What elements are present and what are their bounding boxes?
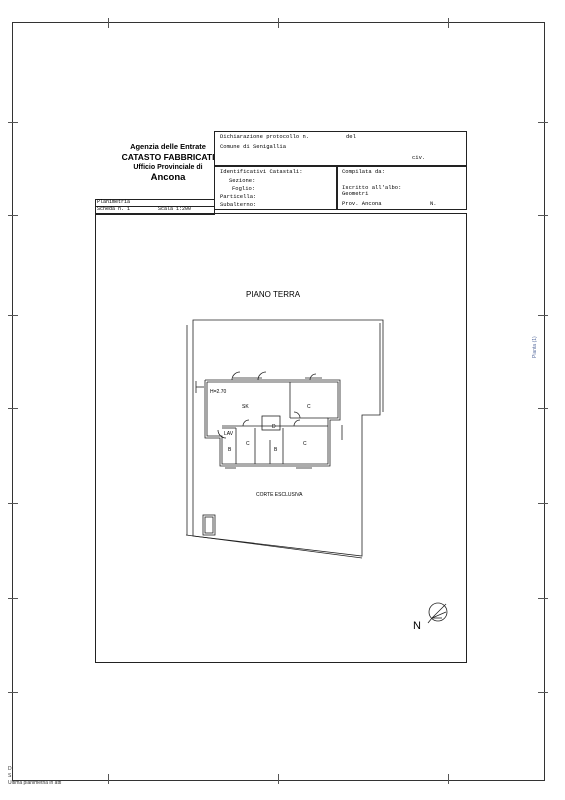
- compass-icon: [432, 612, 446, 618]
- room-d: D: [272, 424, 276, 430]
- courtyard-label: CORTE ESCLUSIVA: [256, 492, 303, 498]
- agency-name: Agenzia delle Entrate: [130, 142, 206, 151]
- lot-boundary: [193, 323, 380, 556]
- particella-label: Particella:: [220, 193, 257, 200]
- room-sk: SK: [242, 404, 249, 410]
- door: [294, 412, 300, 418]
- room-c-top: C: [307, 404, 311, 410]
- door: [258, 372, 266, 380]
- door: [310, 374, 316, 380]
- north-label: N: [413, 620, 421, 632]
- foglio-label: Foglio:: [232, 185, 256, 192]
- floor-title: PIANO TERRA: [246, 290, 301, 299]
- compass-icon: [428, 618, 432, 623]
- room-c-mid: C: [246, 441, 250, 447]
- sezione-label: Sezione:: [229, 177, 256, 184]
- room-c-right: C: [303, 441, 307, 447]
- footer-d: D: [8, 766, 12, 772]
- compass-icon: [432, 604, 446, 618]
- protocol-label: Dichiarazione protocollo n.: [220, 133, 310, 140]
- identifiers-title: Identificativi Catastali:: [220, 168, 303, 175]
- catasto-title: CATASTO FABBRICATI: [121, 152, 215, 162]
- office-city: Ancona: [150, 172, 186, 183]
- footer-note: Ultima planimetria in atti: [8, 780, 62, 786]
- albo-label: Iscritto all'albo:: [342, 184, 402, 191]
- scale-label: Scala 1:200: [158, 206, 192, 212]
- disimpegno: [262, 416, 280, 430]
- shed: [205, 517, 213, 533]
- scheda-label: Scheda n. 1: [97, 206, 131, 212]
- side-label: Pianta (1): [532, 336, 538, 358]
- comune-label: Comune di Senigallia: [220, 143, 287, 150]
- room-b-mid: B: [274, 447, 278, 453]
- protocol-date-label: del: [346, 133, 356, 140]
- room-b-left: B: [228, 447, 232, 453]
- building-wall: [207, 382, 338, 464]
- subalterno-label: Subalterno:: [220, 201, 257, 208]
- height-label: H=2.70: [210, 389, 227, 395]
- number-label: N.: [430, 200, 437, 207]
- lot-boundary: [193, 320, 383, 323]
- door: [294, 420, 300, 426]
- door: [232, 372, 240, 380]
- door: [243, 420, 249, 426]
- sheet-title: Planimetria: [97, 199, 131, 205]
- province-label: Prov. Ancona: [342, 200, 382, 207]
- compiler-title: Compilata da:: [342, 168, 385, 175]
- lot-boundary: [186, 535, 362, 558]
- office-label: Ufficio Provinciale di: [133, 164, 203, 171]
- room-lav: LAV: [224, 431, 234, 437]
- profession-label: Geometri: [342, 190, 369, 197]
- civ-label: civ.: [412, 154, 426, 161]
- footer-s: S: [8, 773, 12, 779]
